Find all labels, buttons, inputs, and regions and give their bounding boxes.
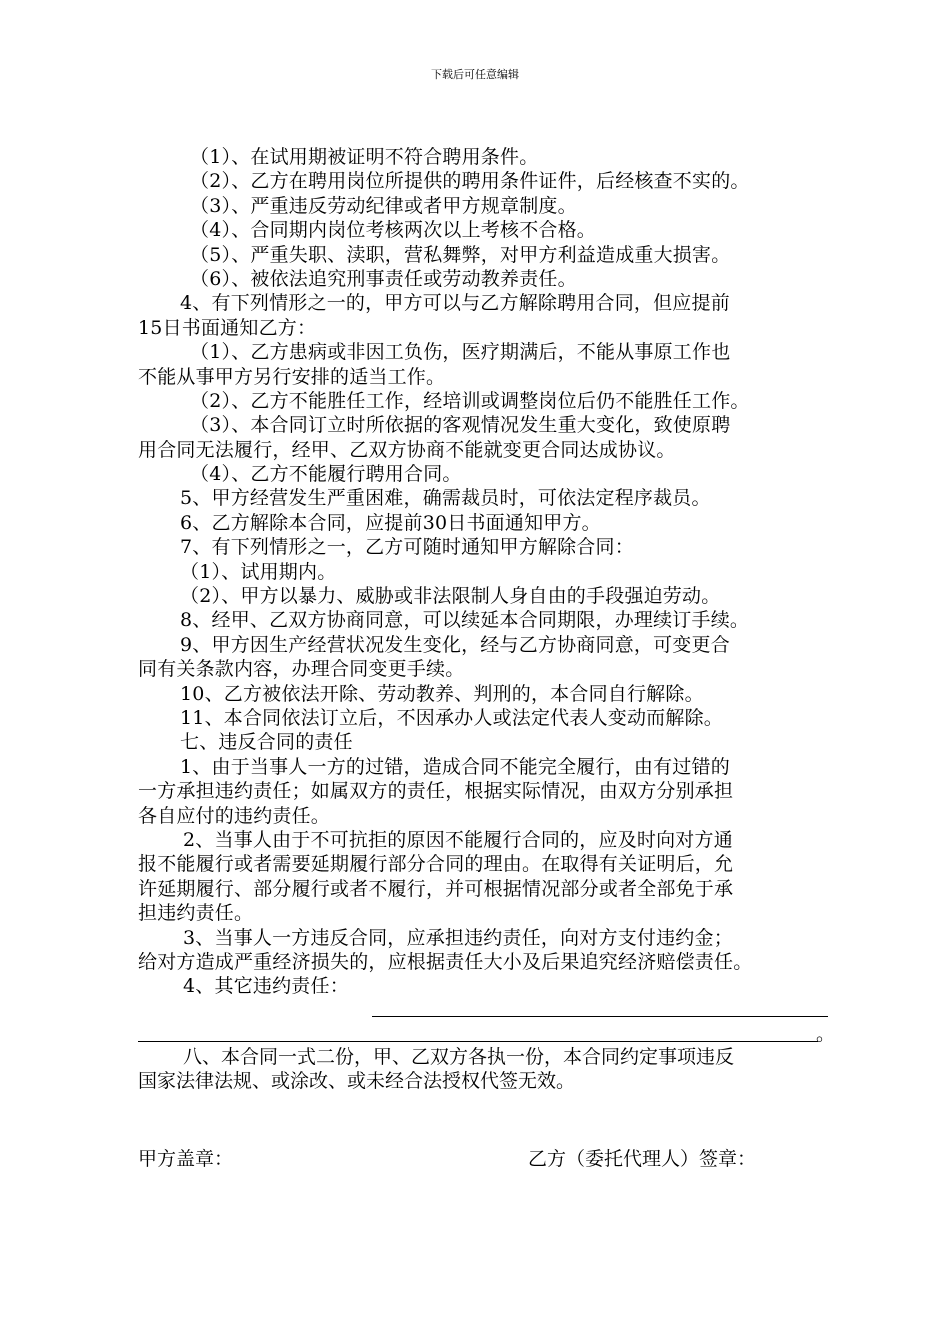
text-line: 10、乙方被依法开除、劳动教养、判刑的，本合同自行解除。 [180,682,704,705]
blank-fill-line [372,1016,828,1017]
text-line: 5、甲方经营发生严重困难，确需裁员时，可依法定程序裁员。 [180,487,711,510]
contract-body [138,145,838,999]
text-line: （1）、试用期内。 [180,560,337,583]
header-note: 下载后可任意编辑 [431,68,519,81]
text-line: 用合同无法履行，经甲、乙双方协商不能就变更合同达成协议。 [138,438,676,461]
text-line: 6、乙方解除本合同，应提前30日书面通知甲方。 [180,511,601,534]
text-line: 同有关条款内容，办理合同变更手续。 [138,658,465,681]
text-line: 国家法律法规、或涂改、或未经合法授权代签无效。 [138,1070,576,1093]
text-line: 不能从事甲方另行安排的适当工作。 [138,365,446,388]
text-line: 15日书面通知乙方： [138,316,317,339]
text-line: 8、经甲、乙双方协商同意，可以续延本合同期限，办理续订手续。 [180,609,750,632]
text-line: （6）、被依法追究刑事责任或劳动教养责任。 [190,267,577,290]
text-line: 4、其它违约责任： [183,975,349,998]
contract-clause-8 [138,1045,838,1094]
text-line: 1、由于当事人一方的过错，造成合同不能完全履行，由有过错的 [180,755,730,778]
party-a-seal-label: 甲方盖章： [138,1148,234,1170]
text-line: （2）、甲方以暴力、威胁或非法限制人身自由的手段强迫劳动。 [180,585,721,608]
text-line: （2）、乙方不能胜任工作，经培训或调整岗位后仍不能胜任工作。 [190,389,750,412]
text-line: 八、本合同一式二份，甲、乙双方各执一份，本合同约定事项违反 [183,1046,735,1068]
text-line: （5）、严重失职、渎职，营私舞弊，对甲方利益造成重大损害。 [190,243,731,266]
text-line: 各自应付的违约责任。 [138,804,331,827]
text-line: 11、本合同依法订立后，不因承办人或法定代表人变动而解除。 [180,706,723,729]
period-mark: 。 [816,1023,836,1045]
text-line: （2）、乙方在聘用岗位所提供的聘用条件证件，后经核查不实的。 [190,170,750,193]
text-line: （1）、在试用期被证明不符合聘用条件。 [190,146,539,168]
text-line: 担违约责任。 [138,902,254,925]
text-line: 报不能履行或者需要延期履行部分合同的理由。在取得有关证明后，允 [138,853,734,876]
text-line: 七、违反合同的责任 [180,731,353,754]
text-line: 许延期履行、部分履行或者不履行，并可根据情况部分或者全部免于承 [138,877,734,900]
text-line: （3）、本合同订立时所依据的客观情况发生重大变化，致使原聘 [190,414,731,437]
text-line: 9、甲方因生产经营状况发生变化，经与乙方协商同意，可变更合 [180,633,730,656]
text-line: 4、有下列情形之一的，甲方可以与乙方解除聘用合同，但应提前 [180,292,730,315]
text-line: 给对方造成严重经济损失的，应根据责任大小及后果追究经济赔偿责任。 [138,950,753,973]
text-line: （3）、严重违反劳动纪律或者甲方规章制度。 [190,194,577,217]
text-line: （4）、合同期内岗位考核两次以上考核不合格。 [190,219,596,242]
blank-fill-line [138,1041,818,1042]
text-line: 7、有下列情形之一，乙方可随时通知甲方解除合同： [180,536,634,559]
text-line: 3、当事人一方违反合同，应承担违约责任，向对方支付违约金； [183,926,733,949]
party-b-signature-label: 乙方（委托代理人）签章： [528,1148,757,1170]
text-line: 一方承担违约责任；如属双方的责任，根据实际情况，由双方分别承担 [138,780,734,803]
text-line: 2、当事人由于不可抗拒的原因不能履行合同的，应及时向对方通 [183,828,733,851]
text-line: （1）、乙方患病或非因工负伤，医疗期满后，不能从事原工作也 [190,341,731,364]
text-line: （4）、乙方不能履行聘用合同。 [190,463,462,486]
